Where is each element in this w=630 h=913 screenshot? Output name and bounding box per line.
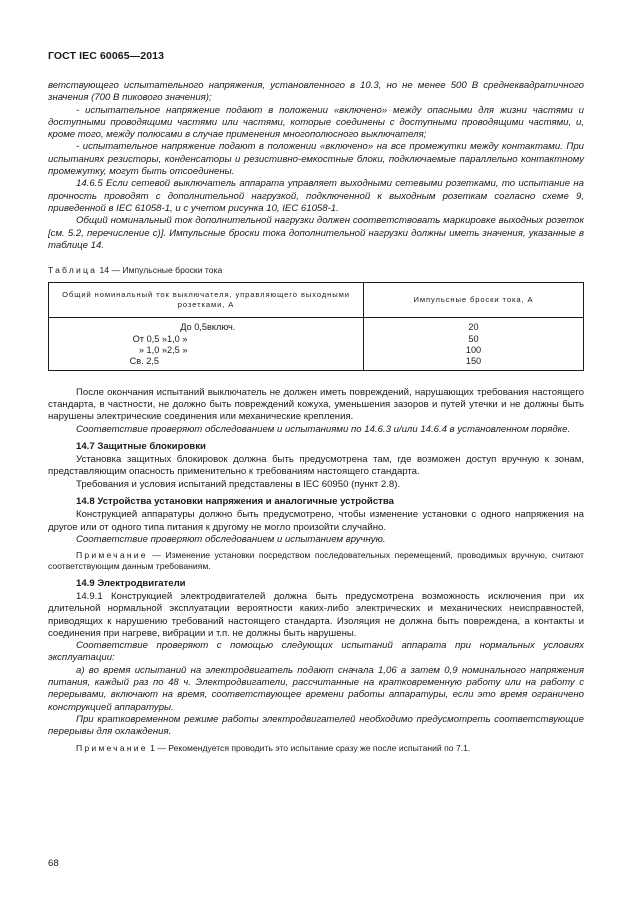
range-to: 2,5 » <box>167 345 188 356</box>
paragraph: Соответствие проверяют с помощью следующих испытаний аппарата при нормальных условиях эксплуатации: <box>48 640 584 664</box>
section-heading-14-9: 14.9 Электродвигатели <box>76 577 186 589</box>
section-heading-14-7: 14.7 Защитные блокировки <box>76 440 206 452</box>
paragraph: 14.6.5 Если сетевой выключатель аппарата управляет выходными сетевыми розетками, то испытание на прочность проводят с дополнительной нагрузкой, подключенной к выходным розеткам согласно схеме 9, приведенной в IEC 61058-1, и с учетом рисунка 10, IEC 61058-1. <box>48 178 584 214</box>
paragraph: Соответствие проверяют обследованием и испытаниями по 14.6.3 и/или 14.6.4 в установленном порядке. <box>76 423 571 435</box>
paragraph: Соответствие проверяют обследованием и испытанием вручную. <box>76 533 386 545</box>
range-to: 1,0 » <box>167 333 188 344</box>
table-header-row <box>49 283 584 318</box>
table-row <box>49 334 353 345</box>
paragraph: - испытательное напряжение подают в положении «включено» на все промежутки между контактами. При испытаниях резисторы, конденсаторы и резистивно-емкостные блоки, подключаемые параллельно контактному промежутку, могут быть отсоединены. <box>48 141 584 178</box>
table-body-row <box>49 318 584 370</box>
note-text: — Изменение установки посредством последовательных перемещений, проводимых вручную, считают соответствующим данным требованиям. <box>48 550 584 572</box>
table-row <box>49 322 353 333</box>
range-from: От 0,5 » <box>132 333 167 344</box>
document-header: ГОСТ IEC 60065—2013 <box>48 50 165 62</box>
inrush-current-cell <box>364 318 584 370</box>
paragraph: Конструкцией аппаратуры должно быть предусмотрено, чтобы изменение установки с одного напряжения на другое или от одного типа питания к другому не могло произойти случайно. <box>48 509 584 533</box>
inrush-current-table <box>48 282 584 370</box>
paragraph: ветствующего испытательного напряжения, установленного в 10.3, но не менее 500 В среднеквадратичного значения (700 В пикового значения); <box>48 80 584 104</box>
table-value: 150 <box>465 356 482 367</box>
table-header-inrush-current: Импульсные броски тока, А <box>364 283 584 318</box>
table-value: 20 <box>468 322 479 333</box>
paragraph: При кратковременном режиме работы электродвигателей необходимо предусмотреть соответствующие перерывы для охлаждения. <box>48 713 584 738</box>
note-text: 1 — Рекомендуется проводить это испытание сразу же после испытаний по 7.1. <box>147 743 471 754</box>
paragraph: 14.9.1 Конструкцией электродвигателей должна быть предусмотрена возможность исключения при их длительной нормальной эксплуатации вероятности каких-либо электрических и механических неисправностей, приводящих к нарушению требований настоящего стандарта. Изоляция не должна быть повреждена, а контакты и соединения при нагреве, вибрации и т.п. не должны быть нарушены. <box>48 590 584 639</box>
table-row <box>49 345 353 356</box>
range-from: До 0,5 <box>180 322 207 333</box>
table-caption <box>48 264 584 276</box>
range-to: включ. <box>207 322 236 333</box>
note <box>48 743 584 754</box>
section-heading-14-8: 14.8 Устройства установки напряжения и аналогичные устройства <box>76 496 394 508</box>
table-caption-label: Таблица <box>48 265 98 276</box>
table-value: 100 <box>465 345 482 356</box>
paragraph: а) во время испытаний на электродвигатель подают сначала 1,06 а затем 0,9 номинального напряжения питания, каждый раз по 48 ч. Электродвигатели, рассчитанные на кратковременную работу или на работу с перерывами, включают на время, соответствующее времени работы аппаратуры, если это время ограничено конструкцией аппаратуры. <box>48 664 584 713</box>
table-value: 50 <box>468 333 479 344</box>
note-label: Примечание <box>76 743 148 754</box>
paragraph: Требования и условия испытаний представлены в IEC 60950 (пункт 2.8). <box>76 478 401 490</box>
document-body <box>48 80 584 755</box>
note-label: Примечание <box>76 550 148 561</box>
paragraph: Общий номинальный ток дополнительной нагрузки должен соответствовать маркировке выходных розеток [см. 5.2, перечисление с)]. Импульсные броски тока дополнительной нагрузки должны иметь значения, указанные в таблице 14. <box>48 215 584 251</box>
table-caption-text: 14 — Импульсные броски тока <box>99 265 223 276</box>
paragraph: - испытательное напряжение подают в положении «включено» между опасными для жизни частями и доступными проводящими частями или частями, которые соединены с доступными проводящими частями, и, кроме того, между полюсами в случае применения многополюсного выключателя; <box>48 104 584 141</box>
paragraph: После окончания испытаний выключатель не должен иметь повреждений, нарушающих требования настоящего стандарта, в частности, не должно быть повреждений кожуха, уменьшения зазоров и путей утечки и не должны быть нарушены электрические соединения или механические крепления. <box>48 386 584 423</box>
rated-current-cell <box>49 318 364 370</box>
table-row <box>49 356 353 367</box>
table-header-rated-current: Общий номинальный ток выключателя, управляющего выходными розетками, А <box>49 283 364 318</box>
page-number: 68 <box>48 858 59 869</box>
paragraph: Установка защитных блокировок должна быть предусмотрена там, где возможен доступ вручную к зонам, представляющим опасность применительно к требованиям настоящего стандарта. <box>48 454 584 478</box>
note <box>48 550 584 572</box>
range-from: » 1,0 » <box>138 345 167 356</box>
range-from: Св. 2,5 <box>129 356 159 367</box>
